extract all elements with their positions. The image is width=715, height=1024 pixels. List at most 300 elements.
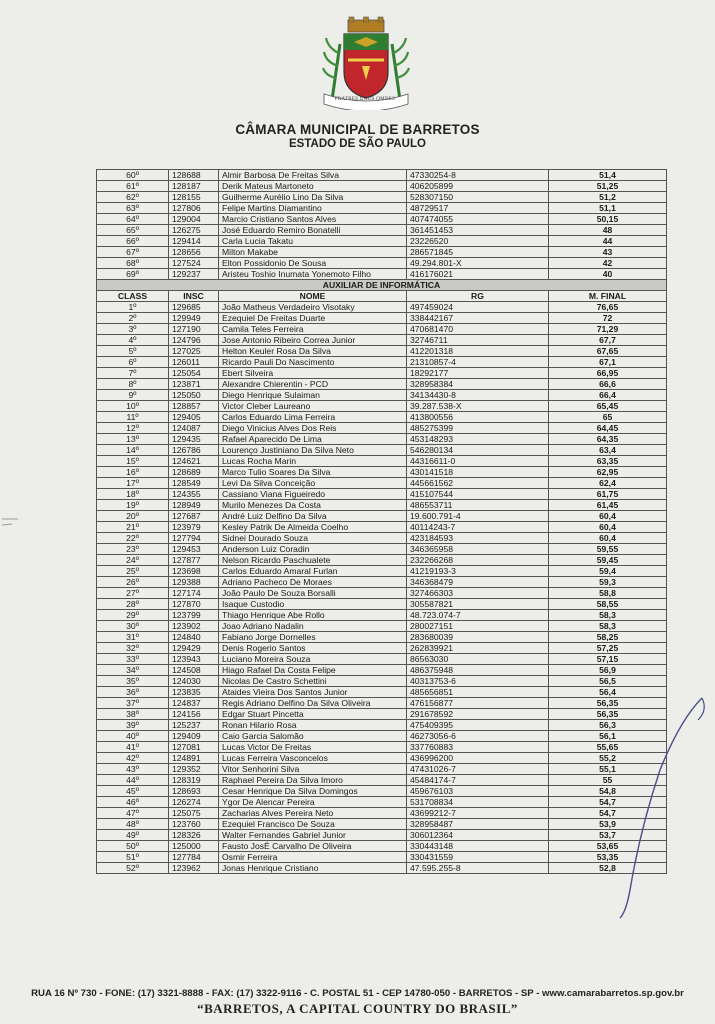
organization-title: CÂMARA MUNICIPAL DE BARRETOS <box>235 122 480 137</box>
name-cell: Regis Adriano Delfino Da Silva Oliveira <box>219 698 407 709</box>
name-cell: Sidnei Dourado Souza <box>219 533 407 544</box>
final-score-cell: 43 <box>549 247 667 258</box>
name-cell: João Paulo De Souza Borsalli <box>219 588 407 599</box>
rg-cell: 48729517 <box>407 203 549 214</box>
final-score-cell: 61,75 <box>549 489 667 500</box>
class-cell: 27º <box>97 588 169 599</box>
rg-cell: 39.287.538-X <box>407 401 549 412</box>
insc-cell: 124156 <box>169 709 219 720</box>
name-cell: Diego Vinicius Alves Dos Reis <box>219 423 407 434</box>
class-cell: 66º <box>97 236 169 247</box>
rg-cell: 436996200 <box>407 753 549 764</box>
class-cell: 14º <box>97 445 169 456</box>
name-cell: Edgar Stuart Pincetta <box>219 709 407 720</box>
insc-cell: 126274 <box>169 797 219 808</box>
final-score-cell: 71,29 <box>549 324 667 335</box>
insc-cell: 124796 <box>169 335 219 346</box>
rg-cell: 546280134 <box>407 445 549 456</box>
table-row <box>97 335 667 346</box>
final-score-cell: 55,1 <box>549 764 667 775</box>
class-cell: 61º <box>97 181 169 192</box>
insc-cell: 128689 <box>169 467 219 478</box>
table-row <box>97 764 667 775</box>
insc-cell: 124891 <box>169 753 219 764</box>
class-cell: 20º <box>97 511 169 522</box>
name-cell: Milton Makabe <box>219 247 407 258</box>
final-score-cell: 56,4 <box>549 687 667 698</box>
insc-cell: 127081 <box>169 742 219 753</box>
name-cell: Isaque Custodio <box>219 599 407 610</box>
rg-cell: 43699212-7 <box>407 808 549 819</box>
class-cell: 41º <box>97 742 169 753</box>
class-cell: 51º <box>97 852 169 863</box>
class-cell: 21º <box>97 522 169 533</box>
final-score-cell: 58,3 <box>549 610 667 621</box>
rg-cell: 416176021 <box>407 269 549 280</box>
rg-cell: 291678592 <box>407 709 549 720</box>
name-cell: Lourenço Justiniano Da Silva Neto <box>219 445 407 456</box>
name-cell: Carla Lucia Takatu <box>219 236 407 247</box>
name-cell: Felipe Martins Diamantino <box>219 203 407 214</box>
class-cell: 35º <box>97 676 169 687</box>
class-cell: 5º <box>97 346 169 357</box>
table-row <box>97 654 667 665</box>
final-score-cell: 48 <box>549 225 667 236</box>
table-row <box>97 467 667 478</box>
class-cell: 1º <box>97 302 169 313</box>
final-score-cell: 66,4 <box>549 390 667 401</box>
class-cell: 19º <box>97 500 169 511</box>
insc-cell: 129949 <box>169 313 219 324</box>
final-score-cell: 54,7 <box>549 808 667 819</box>
insc-cell: 125050 <box>169 390 219 401</box>
table-row <box>97 621 667 632</box>
final-score-cell: 44 <box>549 236 667 247</box>
insc-cell: 123799 <box>169 610 219 621</box>
name-cell: João Matheus Verdadeiro Visotaky <box>219 302 407 313</box>
table-row <box>97 819 667 830</box>
rg-cell: 330431559 <box>407 852 549 863</box>
rg-cell: 286571845 <box>407 247 549 258</box>
insc-cell: 123698 <box>169 566 219 577</box>
name-cell: Marco Tulio Soares Da Silva <box>219 467 407 478</box>
final-score-cell: 57,15 <box>549 654 667 665</box>
class-cell: 62º <box>97 192 169 203</box>
insc-cell: 128549 <box>169 478 219 489</box>
insc-cell: 124837 <box>169 698 219 709</box>
table-row <box>97 742 667 753</box>
name-cell: Vitor Senhorini Silva <box>219 764 407 775</box>
name-cell: Cesar Henrique Da Silva Domingos <box>219 786 407 797</box>
final-score-cell: 54,8 <box>549 786 667 797</box>
insc-cell: 125000 <box>169 841 219 852</box>
table-row <box>97 753 667 764</box>
class-cell: 7º <box>97 368 169 379</box>
table-row <box>97 720 667 731</box>
classification-table <box>96 169 667 874</box>
name-cell: Almir Barbosa De Freitas Silva <box>219 170 407 181</box>
insc-cell: 127524 <box>169 258 219 269</box>
final-score-cell: 62,95 <box>549 467 667 478</box>
name-cell: Fabiano Jorge Dornelles <box>219 632 407 643</box>
rg-cell: 47431026-7 <box>407 764 549 775</box>
table-row <box>97 632 667 643</box>
rg-cell: 528307150 <box>407 192 549 203</box>
table-row <box>97 610 667 621</box>
final-score-cell: 59,45 <box>549 555 667 566</box>
rg-cell: 412201318 <box>407 346 549 357</box>
column-header: RG <box>407 291 549 302</box>
class-cell: 17º <box>97 478 169 489</box>
rg-cell: 413800556 <box>407 412 549 423</box>
rg-cell: 346368479 <box>407 577 549 588</box>
class-cell: 64º <box>97 214 169 225</box>
final-score-cell: 51,2 <box>549 192 667 203</box>
insc-cell: 127687 <box>169 511 219 522</box>
final-score-cell: 56,1 <box>549 731 667 742</box>
class-cell: 32º <box>97 643 169 654</box>
name-cell: Joao Adriano Nadalin <box>219 621 407 632</box>
final-score-cell: 58,55 <box>549 599 667 610</box>
column-header: INSC <box>169 291 219 302</box>
class-cell: 39º <box>97 720 169 731</box>
final-score-cell: 59,4 <box>549 566 667 577</box>
table-row <box>97 225 667 236</box>
table-row <box>97 412 667 423</box>
section-title: AUXILIAR DE INFORMÁTICA <box>97 280 667 291</box>
insc-cell: 126275 <box>169 225 219 236</box>
name-cell: Ygor De Alencar Pereira <box>219 797 407 808</box>
table-row <box>97 423 667 434</box>
footer-address: RUA 16 Nº 730 - FONE: (17) 3321-8888 - FAX: (17) 3322-9116 - C. POSTAL 51 - CEP 14780-050 - BARRETOS - SP - www.camarabarretos.sp.gov.br <box>31 988 684 999</box>
final-score-cell: 64,45 <box>549 423 667 434</box>
name-cell: Nicolas De Castro Schettini <box>219 676 407 687</box>
final-score-cell: 56,5 <box>549 676 667 687</box>
class-cell: 37º <box>97 698 169 709</box>
class-cell: 29º <box>97 610 169 621</box>
final-score-cell: 51,4 <box>549 170 667 181</box>
class-cell: 47º <box>97 808 169 819</box>
final-score-cell: 56,35 <box>549 709 667 720</box>
table-row <box>97 258 667 269</box>
rg-cell: 459676103 <box>407 786 549 797</box>
rg-cell: 407474055 <box>407 214 549 225</box>
class-cell: 24º <box>97 555 169 566</box>
rg-cell: 86563030 <box>407 654 549 665</box>
class-cell: 34º <box>97 665 169 676</box>
class-cell: 68º <box>97 258 169 269</box>
table-row <box>97 181 667 192</box>
table-row <box>97 445 667 456</box>
insc-cell: 128187 <box>169 181 219 192</box>
table-row <box>97 346 667 357</box>
rg-cell: 18292177 <box>407 368 549 379</box>
insc-cell: 129352 <box>169 764 219 775</box>
rg-cell: 338442167 <box>407 313 549 324</box>
table-row <box>97 379 667 390</box>
insc-cell: 128857 <box>169 401 219 412</box>
final-score-cell: 58,3 <box>549 621 667 632</box>
class-cell: 10º <box>97 401 169 412</box>
table-row <box>97 302 667 313</box>
name-cell: Derik Mateus Martoneto <box>219 181 407 192</box>
rg-cell: 531708834 <box>407 797 549 808</box>
rg-cell: 45484174-7 <box>407 775 549 786</box>
class-cell: 31º <box>97 632 169 643</box>
class-cell: 33º <box>97 654 169 665</box>
class-cell: 46º <box>97 797 169 808</box>
rg-cell: 328958384 <box>407 379 549 390</box>
name-cell: Hiago Rafael Da Costa Felipe <box>219 665 407 676</box>
class-cell: 3º <box>97 324 169 335</box>
insc-cell: 128656 <box>169 247 219 258</box>
class-cell: 63º <box>97 203 169 214</box>
organization-state: ESTADO DE SÃO PAULO <box>289 138 426 150</box>
name-cell: Guilherme Aurélio Lino Da Silva <box>219 192 407 203</box>
table-row <box>97 236 667 247</box>
rg-cell: 23226520 <box>407 236 549 247</box>
table-row <box>97 808 667 819</box>
name-cell: Levi Da Silva Conceição <box>219 478 407 489</box>
final-score-cell: 65,45 <box>549 401 667 412</box>
scan-mark-icon <box>0 505 40 535</box>
table-row <box>97 775 667 786</box>
name-cell: Marcio Cristiano Santos Alves <box>219 214 407 225</box>
table-row <box>97 555 667 566</box>
final-score-cell: 60,4 <box>549 533 667 544</box>
name-cell: Denis Rogerio Santos <box>219 643 407 654</box>
insc-cell: 124087 <box>169 423 219 434</box>
name-cell: Ataides Vieira Dos Santos Junior <box>219 687 407 698</box>
table-row <box>97 511 667 522</box>
name-cell: Carlos Eduardo Amaral Furlan <box>219 566 407 577</box>
name-cell: Ezequiel De Freitas Duarte <box>219 313 407 324</box>
name-cell: Cassiano Viana Figueiredo <box>219 489 407 500</box>
table-row <box>97 698 667 709</box>
final-score-cell: 57,25 <box>549 643 667 654</box>
table-row <box>97 478 667 489</box>
rg-cell: 40114243-7 <box>407 522 549 533</box>
insc-cell: 126786 <box>169 445 219 456</box>
name-cell: Ezequiel Francisco De Souza <box>219 819 407 830</box>
name-cell: Lucas Rocha Marin <box>219 456 407 467</box>
class-cell: 25º <box>97 566 169 577</box>
name-cell: Victor Cleber Laureano <box>219 401 407 412</box>
table-row <box>97 709 667 720</box>
name-cell: Anderson Luiz Coradin <box>219 544 407 555</box>
table-row <box>97 841 667 852</box>
class-cell: 26º <box>97 577 169 588</box>
name-cell: Aristeu Toshio Inumata Yonemoto Filho <box>219 269 407 280</box>
table-row <box>97 368 667 379</box>
name-cell: Caio Garcia Salomão <box>219 731 407 742</box>
name-cell: Walter Fernandes Gabriel Junior <box>219 830 407 841</box>
final-score-cell: 51,25 <box>549 181 667 192</box>
insc-cell: 126011 <box>169 357 219 368</box>
name-cell: Camila Teles Ferreira <box>219 324 407 335</box>
insc-cell: 127025 <box>169 346 219 357</box>
handwritten-initial-mark <box>590 690 710 920</box>
class-cell: 38º <box>97 709 169 720</box>
table-row <box>97 786 667 797</box>
rg-cell: 49.294.801-X <box>407 258 549 269</box>
insc-cell: 123979 <box>169 522 219 533</box>
class-cell: 28º <box>97 599 169 610</box>
final-score-cell: 63,35 <box>549 456 667 467</box>
class-cell: 67º <box>97 247 169 258</box>
name-cell: Rafael Aparecido De Lima <box>219 434 407 445</box>
name-cell: Lucas Ferreira Vasconcelos <box>219 753 407 764</box>
rg-cell: 485656851 <box>407 687 549 698</box>
name-cell: José Eduardo Remiro Bonatelli <box>219 225 407 236</box>
class-cell: 52º <box>97 863 169 874</box>
table-row <box>97 170 667 181</box>
rg-cell: 19.600.791-4 <box>407 511 549 522</box>
rg-cell: 262839921 <box>407 643 549 654</box>
insc-cell: 129435 <box>169 434 219 445</box>
table-row <box>97 731 667 742</box>
insc-cell: 129388 <box>169 577 219 588</box>
rg-cell: 475409395 <box>407 720 549 731</box>
final-score-cell: 51,1 <box>549 203 667 214</box>
name-cell: Raphael Pereira Da Silva Imoro <box>219 775 407 786</box>
rg-cell: 232266268 <box>407 555 549 566</box>
rg-cell: 486375948 <box>407 665 549 676</box>
insc-cell: 123902 <box>169 621 219 632</box>
table-row <box>97 247 667 258</box>
rg-cell: 485275399 <box>407 423 549 434</box>
rg-cell: 328958487 <box>407 819 549 830</box>
name-cell: Jonas Henrique Cristiano <box>219 863 407 874</box>
table-row <box>97 643 667 654</box>
column-header: M. FINAL <box>549 291 667 302</box>
rg-cell: 361451453 <box>407 225 549 236</box>
final-score-cell: 55,65 <box>549 742 667 753</box>
final-score-cell: 60,4 <box>549 522 667 533</box>
table-row <box>97 192 667 203</box>
class-cell: 2º <box>97 313 169 324</box>
insc-cell: 128319 <box>169 775 219 786</box>
table-row <box>97 676 667 687</box>
insc-cell: 127794 <box>169 533 219 544</box>
table-row <box>97 390 667 401</box>
final-score-cell: 40 <box>549 269 667 280</box>
insc-cell: 128688 <box>169 170 219 181</box>
class-cell: 49º <box>97 830 169 841</box>
table-row <box>97 830 667 841</box>
rg-cell: 423184593 <box>407 533 549 544</box>
table-row <box>97 599 667 610</box>
final-score-cell: 55,2 <box>549 753 667 764</box>
class-cell: 18º <box>97 489 169 500</box>
table-row <box>97 577 667 588</box>
name-cell: Osmir Ferreira <box>219 852 407 863</box>
class-cell: 40º <box>97 731 169 742</box>
name-cell: Murilo Menezes Da Costa <box>219 500 407 511</box>
final-score-cell: 52,8 <box>549 863 667 874</box>
insc-cell: 127877 <box>169 555 219 566</box>
class-cell: 50º <box>97 841 169 852</box>
class-cell: 6º <box>97 357 169 368</box>
final-score-cell: 42 <box>549 258 667 269</box>
name-cell: Ebert Silveira <box>219 368 407 379</box>
rg-cell: 46273056-6 <box>407 731 549 742</box>
name-cell: Diego Henrique Sulaiman <box>219 390 407 401</box>
rg-cell: 306012364 <box>407 830 549 841</box>
rg-cell: 21310857-4 <box>407 357 549 368</box>
table-row <box>97 489 667 500</box>
final-score-cell: 53,9 <box>549 819 667 830</box>
table-row <box>97 203 667 214</box>
rg-cell: 34134430-8 <box>407 390 549 401</box>
final-score-cell: 56,35 <box>549 698 667 709</box>
table-row <box>97 456 667 467</box>
table-row <box>97 665 667 676</box>
insc-cell: 129405 <box>169 412 219 423</box>
final-score-cell: 61,45 <box>549 500 667 511</box>
rg-cell: 445661562 <box>407 478 549 489</box>
table-row <box>97 313 667 324</box>
rg-cell: 32746711 <box>407 335 549 346</box>
final-score-cell: 56,9 <box>549 665 667 676</box>
name-cell: Nelson Ricardo Paschualete <box>219 555 407 566</box>
crest-motto: FRATRES UNUS OMNES <box>334 97 396 102</box>
class-cell: 11º <box>97 412 169 423</box>
rg-cell: 41219193-3 <box>407 566 549 577</box>
class-cell: 13º <box>97 434 169 445</box>
class-cell: 23º <box>97 544 169 555</box>
name-cell: Luciano Moreira Souza <box>219 654 407 665</box>
insc-cell: 127784 <box>169 852 219 863</box>
rg-cell: 44316611-0 <box>407 456 549 467</box>
rg-cell: 406205899 <box>407 181 549 192</box>
table-row <box>97 269 667 280</box>
rg-cell: 497459024 <box>407 302 549 313</box>
insc-cell: 123835 <box>169 687 219 698</box>
table-row <box>97 324 667 335</box>
name-cell: Ronan Hilario Rosa <box>219 720 407 731</box>
name-cell: Zacharias Alves Pereira Neto <box>219 808 407 819</box>
class-cell: 16º <box>97 467 169 478</box>
class-cell: 4º <box>97 335 169 346</box>
table-row <box>97 357 667 368</box>
insc-cell: 128326 <box>169 830 219 841</box>
class-cell: 48º <box>97 819 169 830</box>
final-score-cell: 65 <box>549 412 667 423</box>
column-header: NOME <box>219 291 407 302</box>
table-row <box>97 588 667 599</box>
final-score-cell: 76,65 <box>549 302 667 313</box>
final-score-cell: 62,4 <box>549 478 667 489</box>
rg-cell: 283680039 <box>407 632 549 643</box>
rg-cell: 337760883 <box>407 742 549 753</box>
table-row <box>97 533 667 544</box>
insc-cell: 128693 <box>169 786 219 797</box>
name-cell: Alexandre Chierentin - PCD <box>219 379 407 390</box>
final-score-cell: 58,25 <box>549 632 667 643</box>
rg-cell: 280027151 <box>407 621 549 632</box>
table-row <box>97 566 667 577</box>
final-score-cell: 64,35 <box>549 434 667 445</box>
class-cell: 30º <box>97 621 169 632</box>
insc-cell: 128155 <box>169 192 219 203</box>
insc-cell: 127190 <box>169 324 219 335</box>
rg-cell: 48.723.074-7 <box>407 610 549 621</box>
final-score-cell: 67,1 <box>549 357 667 368</box>
final-score-cell: 54,7 <box>549 797 667 808</box>
rg-cell: 40313753-6 <box>407 676 549 687</box>
final-score-cell: 56,3 <box>549 720 667 731</box>
